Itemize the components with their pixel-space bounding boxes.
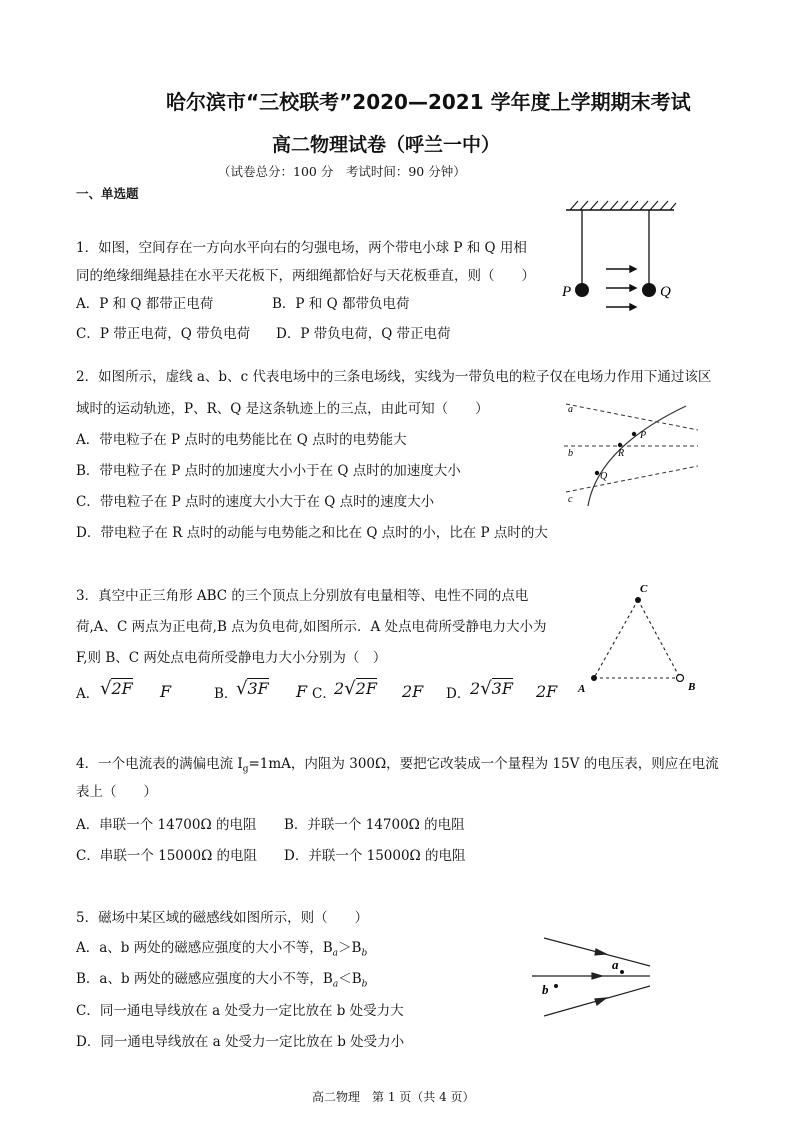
q1-stem-line2: 同的绝缘细绳悬挂在水平天花板下，两细绳都恰好与天花板垂直，则（ ） <box>76 268 535 284</box>
q1-figure <box>556 196 706 320</box>
label-a: a <box>568 404 573 415</box>
sqrt-symbol: √ <box>344 678 356 699</box>
q2-stem-line1: 2．如图所示，虚线 a、b、c 代表电场中的三条电场线，实线为一带负电的粒子仅在电场力作用下通过该区 <box>76 369 712 385</box>
q2-option-b: B．带电粒子在 P 点时的加速度大小小于在 Q 点时的加速度大小 <box>76 463 461 479</box>
q2-option-a: A．带电粒子在 P 点时的电势能比在 Q 点时的电势能大 <box>76 432 407 448</box>
label-a: A <box>578 683 586 695</box>
label-p: P <box>640 430 647 441</box>
label-c: C <box>640 583 648 595</box>
q3-option-a-value1 <box>100 678 133 699</box>
ball-p <box>575 283 589 297</box>
q2-option-d: D．带电粒子在 R 点时的动能与电势能之和比在 Q 点时的小，比在 P 点时的大 <box>76 525 548 541</box>
point-b <box>554 984 558 988</box>
q3-option-b-value2: F <box>296 682 308 701</box>
q4-stem-line2: 表上（ ） <box>76 784 157 800</box>
trajectory <box>588 406 686 506</box>
exam-title: 哈尔滨市“三校联考”2020—2021 学年度上学期期末考试 <box>166 90 691 114</box>
q4-stem-post: =1mA，内阻为 300Ω，要把它改装成一个量程为 15V 的电压表，则应在电流 <box>248 756 719 772</box>
sqrt-symbol: √ <box>480 678 492 699</box>
q3-option-d-coef: 2 <box>470 679 481 698</box>
point-p <box>632 432 636 436</box>
label-q: Q <box>600 471 608 482</box>
q4-option-d: D．并联一个 15000Ω 的电阻 <box>284 848 466 864</box>
q4-option-b: B．并联一个 14700Ω 的电阻 <box>284 817 465 833</box>
q5-option-d: D．同一通电导线放在 a 处受力一定比放在 b 处受力小 <box>76 1034 405 1050</box>
q3-option-c-value1 <box>334 678 377 699</box>
q5-option-a <box>76 936 367 959</box>
q3-option-a-value2: F <box>160 682 172 701</box>
q4-stem-pre: 4．一个电流表的满偏电流 I <box>76 756 243 772</box>
label-b: b <box>568 448 573 459</box>
q3-option-b-value1 <box>236 678 269 699</box>
q3-option-c-coef: 2 <box>334 679 345 698</box>
q5-option-b-sub2: b <box>361 979 368 990</box>
q3-stem-line3: F,则 B、C 两处点电荷所受静电力大小分别为（ ） <box>76 650 387 666</box>
q1-option-c: C．P 带正电荷，Q 带负电荷 <box>76 326 251 342</box>
field-lines <box>532 938 650 1016</box>
sqrt-symbol: √ <box>100 678 112 699</box>
point-r <box>618 443 622 447</box>
q5-option-a-op: ＞B <box>338 940 362 956</box>
q1-option-b: B．P 和 Q 都带负电荷 <box>272 296 410 312</box>
vertex-b <box>677 675 684 682</box>
label-b: b <box>542 982 549 997</box>
page-footer: 高二物理 第 1 页（共 4 页） <box>312 1090 475 1104</box>
q3-stem-line2: 荷,A、C 两点为正电荷,B 点为负电荷,如图所示．A 处点电荷所受静电力大小为 <box>76 619 547 635</box>
q3-option-d-value1 <box>470 678 513 699</box>
q5-option-b-op: ＜B <box>338 971 362 987</box>
q3-option-d-value2: 2F <box>536 682 558 701</box>
point-q <box>595 471 599 475</box>
q5-figure <box>526 930 656 1024</box>
ceiling-hatch <box>570 201 676 210</box>
q1-option-a: A．P 和 Q 都带正电荷 <box>76 296 214 312</box>
q5-option-b-text: B．a、b 两处的磁感应强度的大小不等，B <box>76 971 333 987</box>
q3-option-b-radicand: 3F <box>247 679 269 698</box>
ball-q <box>642 283 656 297</box>
q4-stem-line1 <box>76 752 719 775</box>
exam-subtitle: 高二物理试卷（呼兰一中） <box>272 134 501 156</box>
q3-option-a-radicand: 2F <box>111 679 133 698</box>
q3-option-d-radicand: 3F <box>491 679 513 698</box>
label-p: P <box>562 284 572 300</box>
q3-option-a-label: A． <box>76 686 100 702</box>
label-a: a <box>612 957 619 972</box>
q1-stem-line1: 1．如图，空间存在一方向水平向右的匀强电场，两个带电小球 P 和 Q 用相 <box>76 240 527 256</box>
q4-option-c: C．串联一个 15000Ω 的电阻 <box>76 848 258 864</box>
point-a <box>620 970 624 974</box>
q5-option-a-text: A．a、b 两处的磁感应强度的大小不等，B <box>76 940 333 956</box>
label-q: Q <box>660 284 671 300</box>
q2-figure <box>560 396 706 510</box>
q5-option-b-sub1: a <box>332 979 339 990</box>
exam-meta: （试卷总分：100 分 考试时间：90 分钟） <box>218 164 466 179</box>
field-arrows <box>606 266 636 310</box>
sqrt-symbol: √ <box>236 678 248 699</box>
q3-option-d-label: D． <box>446 686 471 702</box>
label-b: B <box>688 681 696 693</box>
q5-option-b <box>76 967 367 990</box>
q3-option-c-radicand: 2F <box>355 679 377 698</box>
triangle-sides <box>594 600 680 678</box>
q3-option-c-label: C． <box>312 686 336 702</box>
q5-option-a-sub2: b <box>361 948 368 959</box>
q3-stem-line1: 3．真空中正三角形 ABC 的三个顶点上分别放有电量相等、电性不同的点电 <box>76 588 529 604</box>
q2-stem-line2: 域时的运动轨迹，P、R、Q 是这条轨迹上的三点，由此可知（ ） <box>76 401 489 417</box>
section-title: 一、单选题 <box>76 186 139 201</box>
q5-stem: 5．磁场中某区域的磁感线如图所示，则（ ） <box>76 910 369 926</box>
q2-option-c: C．带电粒子在 P 点时的速度大小大于在 Q 点时的速度大小 <box>76 494 435 510</box>
q3-figure <box>570 578 710 698</box>
q5-option-c: C．同一通电导线放在 a 处受力一定比放在 b 处受力大 <box>76 1003 404 1019</box>
q3-option-c-value2: 2F <box>402 682 424 701</box>
q1-option-d: D．P 带负电荷，Q 带正电荷 <box>276 326 451 342</box>
label-c: c <box>568 494 573 505</box>
q4-option-a: A．串联一个 14700Ω 的电阻 <box>76 817 257 833</box>
label-r: R <box>618 448 625 459</box>
vertex-c <box>635 597 641 603</box>
field-lines <box>564 404 698 492</box>
vertex-a <box>591 675 597 681</box>
q5-option-a-sub1: a <box>332 948 339 959</box>
q3-option-b-label: B． <box>214 686 238 702</box>
q4-stem-sub: g <box>242 764 249 775</box>
